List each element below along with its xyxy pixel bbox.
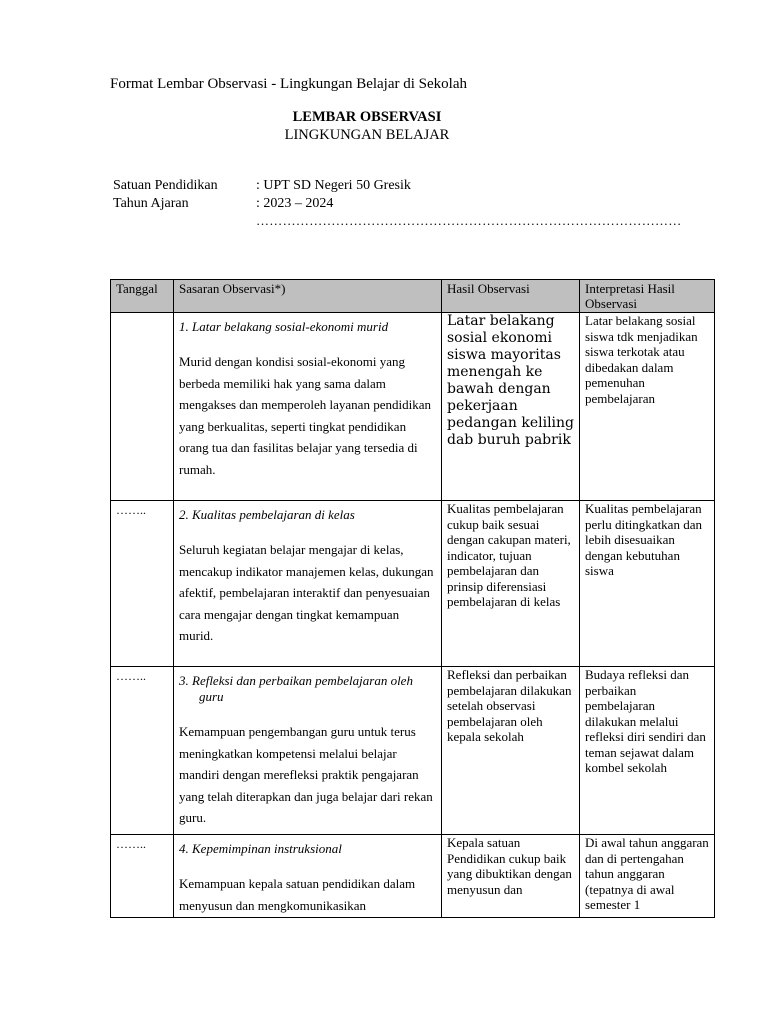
header-interpretasi: Interpretasi Hasil Observasi	[580, 280, 715, 313]
table-row	[111, 313, 715, 501]
meta-row-satuan	[113, 177, 411, 195]
observation-table	[110, 279, 715, 918]
header-sasaran: Sasaran Observasi*)	[174, 280, 442, 313]
tahun-label: Tahun Ajaran	[113, 196, 189, 211]
target-description: Murid dengan kondisi sosial-ekonomi yang berbeda memiliki hak yang sama dalam mengakses dan memperoleh layanan pendidikan yang berkualitas, seperti tingkat pendidikan orang tua dan fasilitas belajar yang tersedia di rumah.	[179, 354, 431, 477]
table-row	[111, 835, 715, 918]
target-cell	[174, 501, 442, 667]
target-title: 3. Refleksi dan perbaikan pembelajaran oleh guru	[179, 673, 413, 704]
tahun-value: : 2023 – 2024	[256, 196, 334, 211]
date-cell: ……..	[111, 835, 174, 918]
title-block	[0, 108, 734, 144]
header-tanggal: Tanggal	[111, 280, 174, 313]
target-description: Seluruh kegiatan belajar mengajar di kelas, mencakup indikator manajemen kelas, dukungan afektif, pembelajaran interaktif dan penyesuaian cara mengajar dengan tingkat kemampuan murid.	[179, 542, 434, 643]
table-row	[111, 501, 715, 667]
date-cell: ……..	[111, 667, 174, 835]
date-cell: ……..	[111, 501, 174, 667]
form-title: LEMBAR OBSERVASI	[292, 109, 442, 125]
target-description: Kemampuan pengembangan guru untuk terus meningkatkan kompetensi melalui belajar mandiri dengan merefleksi praktik pengajaran yang telah diterapkan dan juga belajar dari rekan guru.	[179, 724, 433, 825]
meta-row-tahun	[113, 195, 411, 213]
result-cell: Kualitas pembelajaran cukup baik sesuai dengan cakupan materi, indicator, tujuan pembelajaran dan prinsip diferensiasi pembelajaran di kelas	[442, 501, 580, 667]
interpretation-cell: Di awal tahun anggaran dan di pertengahan tahun anggaran (tepatnya di awal semester 1	[580, 835, 715, 918]
dotted-line: ……………………………………………………………………………………	[256, 213, 682, 228]
interpretation-cell: Latar belakang sosial siswa tdk menjadikan siswa terkotak atau dibedakan dalam pemenuhan pembelajaran	[580, 313, 715, 501]
header-hasil: Hasil Observasi	[442, 280, 580, 313]
satuan-label: Satuan Pendidikan	[113, 178, 218, 193]
satuan-value: : UPT SD Negeri 50 Gresik	[256, 178, 411, 193]
target-description: Kemampuan kepala satuan pendidikan dalam menyusun dan mengkomunikasikan	[179, 876, 416, 913]
result-cell: Latar belakang sosial ekonomi siswa mayoritas menengah ke bawah dengan pekerjaan pedangan keliling dab buruh pabrik	[442, 313, 580, 501]
result-cell: Refleksi dan perbaikan pembelajaran dilakukan setelah observasi pembelajaran oleh kepala sekolah	[442, 667, 580, 835]
meta-info	[113, 177, 411, 213]
table-header-row	[111, 280, 715, 313]
form-subtitle: LINGKUNGAN BELAJAR	[284, 127, 450, 143]
table-row	[111, 667, 715, 835]
target-cell	[174, 313, 442, 501]
interpretation-cell: Budaya refleksi dan perbaikan pembelajaran dilakukan melalui refleksi diri sendiri dan teman sejawat dalam kombel sekolah	[580, 667, 715, 835]
target-cell	[174, 835, 442, 918]
target-title: 1. Latar belakang sosial-ekonomi murid	[179, 319, 389, 334]
document-heading: Format Lembar Observasi - Lingkungan Belajar di Sekolah	[110, 76, 467, 92]
interpretation-cell: Kualitas pembelajaran perlu ditingkatkan dan lebih disesuaikan dengan kebutuhan siswa	[580, 501, 715, 667]
date-cell	[111, 313, 174, 501]
target-cell	[174, 667, 442, 835]
result-cell: Kepala satuan Pendidikan cukup baik yang dibuktikan dengan menyusun dan	[442, 835, 580, 918]
target-title: 4. Kepemimpinan instruksional	[179, 841, 342, 856]
target-title: 2. Kualitas pembelajaran di kelas	[179, 507, 355, 522]
